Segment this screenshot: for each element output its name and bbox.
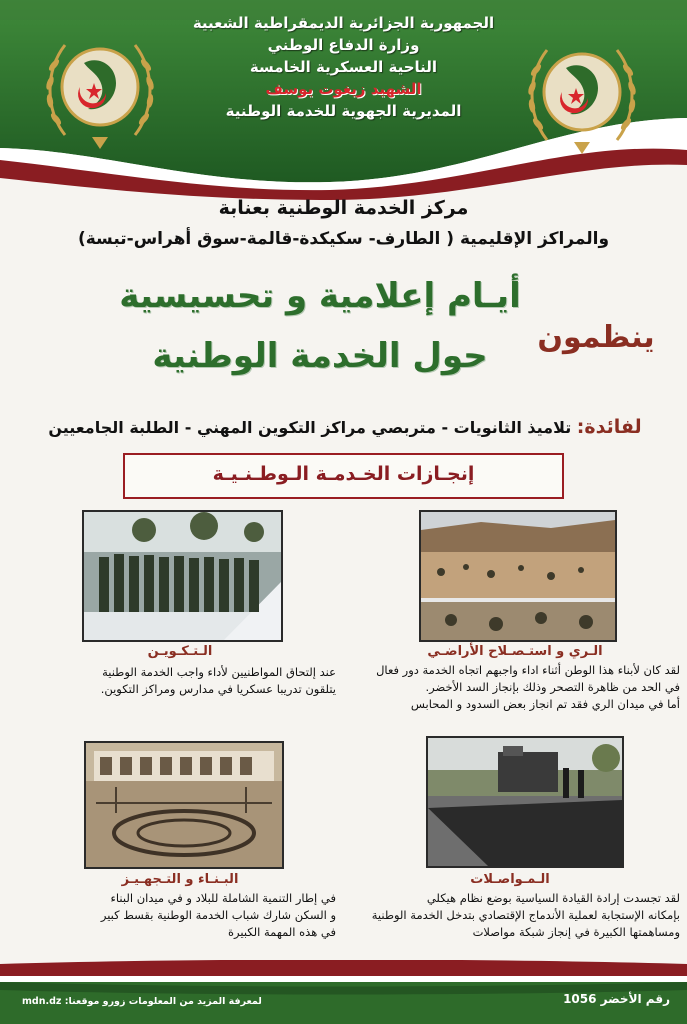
photo-roads [426,736,624,868]
section-roads-line-1: لقد تجسدت إرادة القيادة السياسية بوضع نظام هيكلي [426,891,680,905]
section-irrigation-body [354,662,680,713]
national-service-emblem-icon [40,25,160,155]
organizer-regional-centers: والمراكز الإقليمية ( الطارف- سكيكدة-قالمة-سوق أهراس-تبسة) [77,229,610,249]
photo-training [82,510,283,642]
section-construction-body [40,890,336,941]
target-audience [25,416,665,438]
headline-line1: أيـام إعلامية و تحسيسية [119,276,521,316]
section-roads-line-3: ومساهمتها الكبيرة في إنجاز شبكة مواصلات [472,925,680,939]
footer-website-info: لمعرفة المزيد من المعلومات زورو موقعنا: mdn.dz [22,996,262,1007]
section-irrigation-title: الـري و استـصـلاح الأراضـي [427,644,603,659]
section-roads-body [354,890,680,941]
section-construction-line-1: في إطار التنمية الشاملة للبلاد و في ميدان البناء [110,891,336,905]
section-training-line-2: يتلقون تدريبا عسكريا في مدارس ومراكز التكوين. [100,682,336,696]
achievements-title-box [123,453,564,499]
section-irrigation-line-3: أما في ميدان الري فقد تم انجاز بعض السدود و المحابس [410,697,680,711]
photo-irrigation [419,510,617,642]
header-military-region: الناحية العسكرية الخامسة [249,58,438,76]
section-construction-line-2: و السكن شارك شباب الخدمة الوطنية بقسط كبير [100,908,336,922]
header-republic: الجمهورية الجزائرية الديمقراطية الشعبية [192,14,495,32]
section-training-body [40,664,336,698]
section-training-line-1: عند إلتحاق المواطنيين لأداء واجب الخدمة الوطنية [102,665,336,679]
header-directorate: المديرية الجهوية للخدمة الوطنية [225,102,462,120]
organizer-center: مركز الخدمة الوطنية بعنابة [218,197,469,219]
section-roads-line-2: بإمكانه الإستجابة لعملية الأندماج الإقتصادي بتدخل الخدمة الوطنية [371,908,680,922]
achievements-title: إنجـازات الخـدمـة الـوطـنـيـة [212,463,475,485]
footer-green-number: رقم الأخضر 1056 [563,992,670,1006]
section-roads-title: الـمـواصـلات [470,872,550,887]
headline-line2: حول الخدمة الوطنية [152,336,488,376]
section-irrigation-line-1: لقد كان لأبناء هذا الوطن أثناء اداء واجبهم اتجاه الخدمة دور فعال [376,663,680,677]
headline-verb: ينظمون [537,320,655,355]
target-audience-text: تلاميذ الثانويات - متربصي مراكز التكوين المهني - الطلبة الجامعيين [48,418,577,437]
header-martyr-name: الشهيد زيغوت يوسف [265,80,422,98]
national-service-emblem-icon [522,30,642,160]
section-construction-line-3: في هذه المهمة الكبيرة [228,925,336,939]
photo-construction [84,741,284,869]
header-ministry: وزارة الدفاع الوطني [267,36,420,54]
target-audience-label: لفائدة: [576,416,642,438]
header-titles [150,12,537,122]
section-irrigation-line-2: في الحد من ظاهرة التصحر وذلك بإنجاز السد الأخضر. [425,680,680,694]
section-construction-title: البـنـاء و التـجهـيـز [121,872,239,887]
section-training-title: الـتـكـويـن [147,644,213,659]
